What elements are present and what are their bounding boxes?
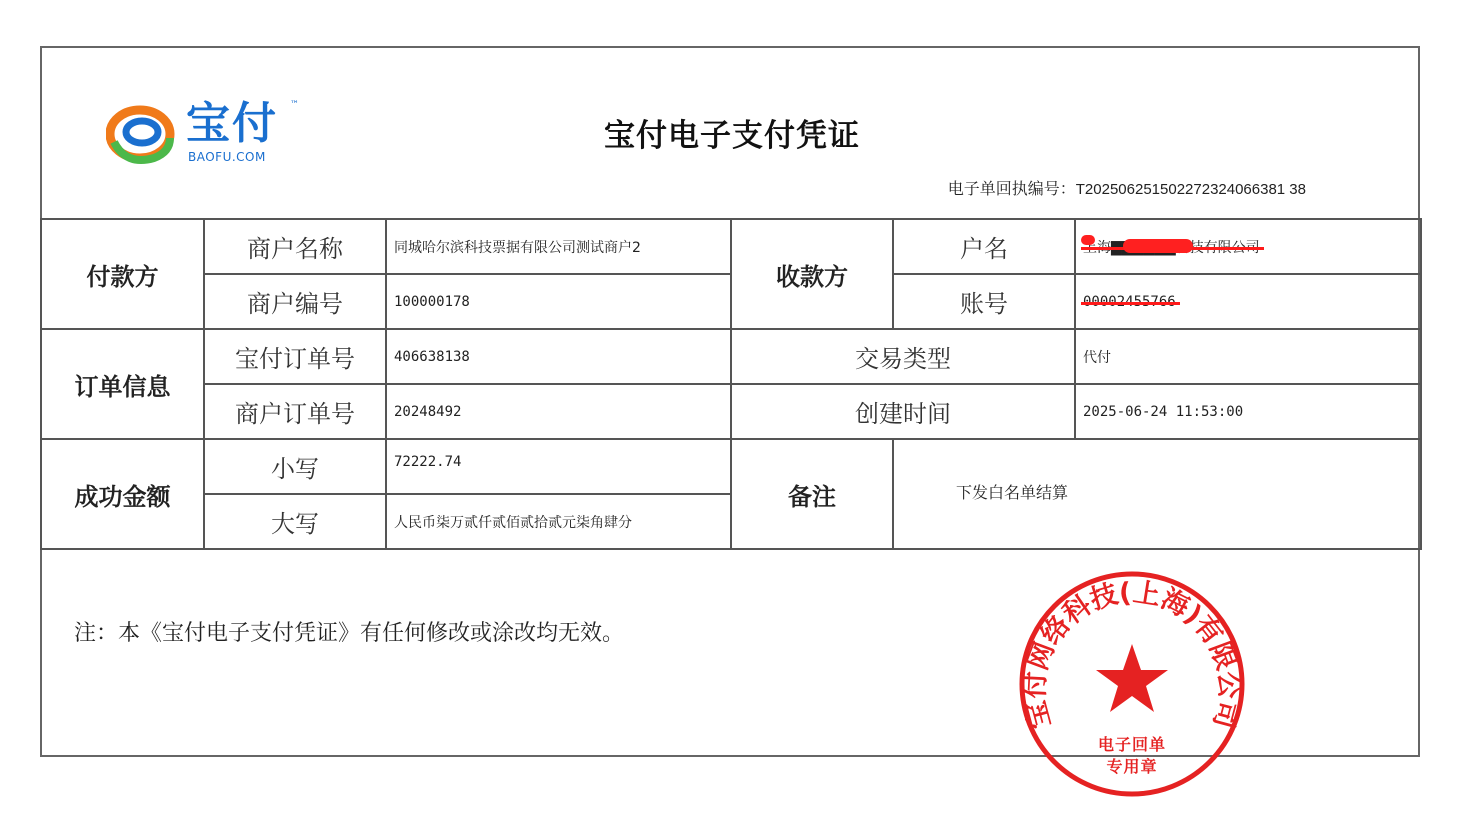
voucher-header [42,48,1418,218]
remark-value: 下发白名单结算 [893,439,1421,549]
merchant-id-label: 商户编号 [204,274,386,329]
payer-section-label: 付款方 [41,219,204,329]
order-section-label: 订单信息 [41,329,204,439]
payee-name-cell [1075,219,1421,274]
transaction-type-value: 代付 [1075,329,1421,384]
redaction-blob [1123,239,1193,253]
merchant-order-label: 商户订单号 [204,384,386,439]
amount-upper-value: 人民币柒万贰仟贰佰贰拾贰元柒角肆分 [386,494,731,549]
seal-star-icon [1096,644,1168,712]
payee-account-label: 账号 [893,274,1075,329]
redacted-payee-name [1083,237,1260,257]
company-seal [1012,566,1252,806]
table-row [41,219,1421,274]
remark-label: 备注 [731,439,893,549]
table-row [41,384,1421,439]
seal-caption-line2: 专用章 [1106,757,1158,776]
merchant-id-value: 100000178 [386,274,731,329]
redaction-blob [1081,235,1095,245]
logo-wordmark: 宝付 [186,98,278,149]
seal-caption-line1: 电子回单 [1097,735,1166,754]
logo-trademark: ™ [290,100,299,110]
amount-upper-label: 大写 [204,494,386,549]
logo-domain: BAOFU.COM [188,150,266,164]
receipt-number-line [948,176,1306,199]
amount-lower-label: 小写 [204,439,386,494]
receipt-number-label: 电子单回执编号： [947,179,1076,198]
amount-section-label: 成功金额 [41,439,204,549]
voucher-table [40,218,1422,550]
table-row [41,439,1421,494]
merchant-name-label: 商户名称 [204,219,386,274]
amount-lower-value: 72222.74 [386,439,731,494]
baofu-order-label: 宝付订单号 [204,329,386,384]
baofu-order-value: 406638138 [386,329,731,384]
redacted-account [1083,294,1176,310]
page-title: 宝付电子支付凭证 [604,118,860,154]
payee-name-label: 户名 [893,219,1075,274]
transaction-type-label: 交易类型 [731,329,1075,384]
created-time-label: 创建时间 [731,384,1075,439]
payee-account-cell [1075,274,1421,329]
created-time-value: 2025-06-24 11:53:00 [1075,384,1421,439]
footer-note: 注：本《宝付电子支付凭证》有任何修改或涂改均无效。 [74,621,625,646]
receipt-number-value: T202506251502272324066381 38 [1075,181,1306,198]
seal-ring-text: 宝付网络科技(上海)有限公司 [1019,576,1245,732]
merchant-name-value: 同城哈尔滨科技票据有限公司测试商户2 [386,219,731,274]
table-row [41,329,1421,384]
redaction-strike [1081,302,1180,305]
merchant-order-value: 20248492 [386,384,731,439]
payee-section-label: 收款方 [731,219,893,329]
